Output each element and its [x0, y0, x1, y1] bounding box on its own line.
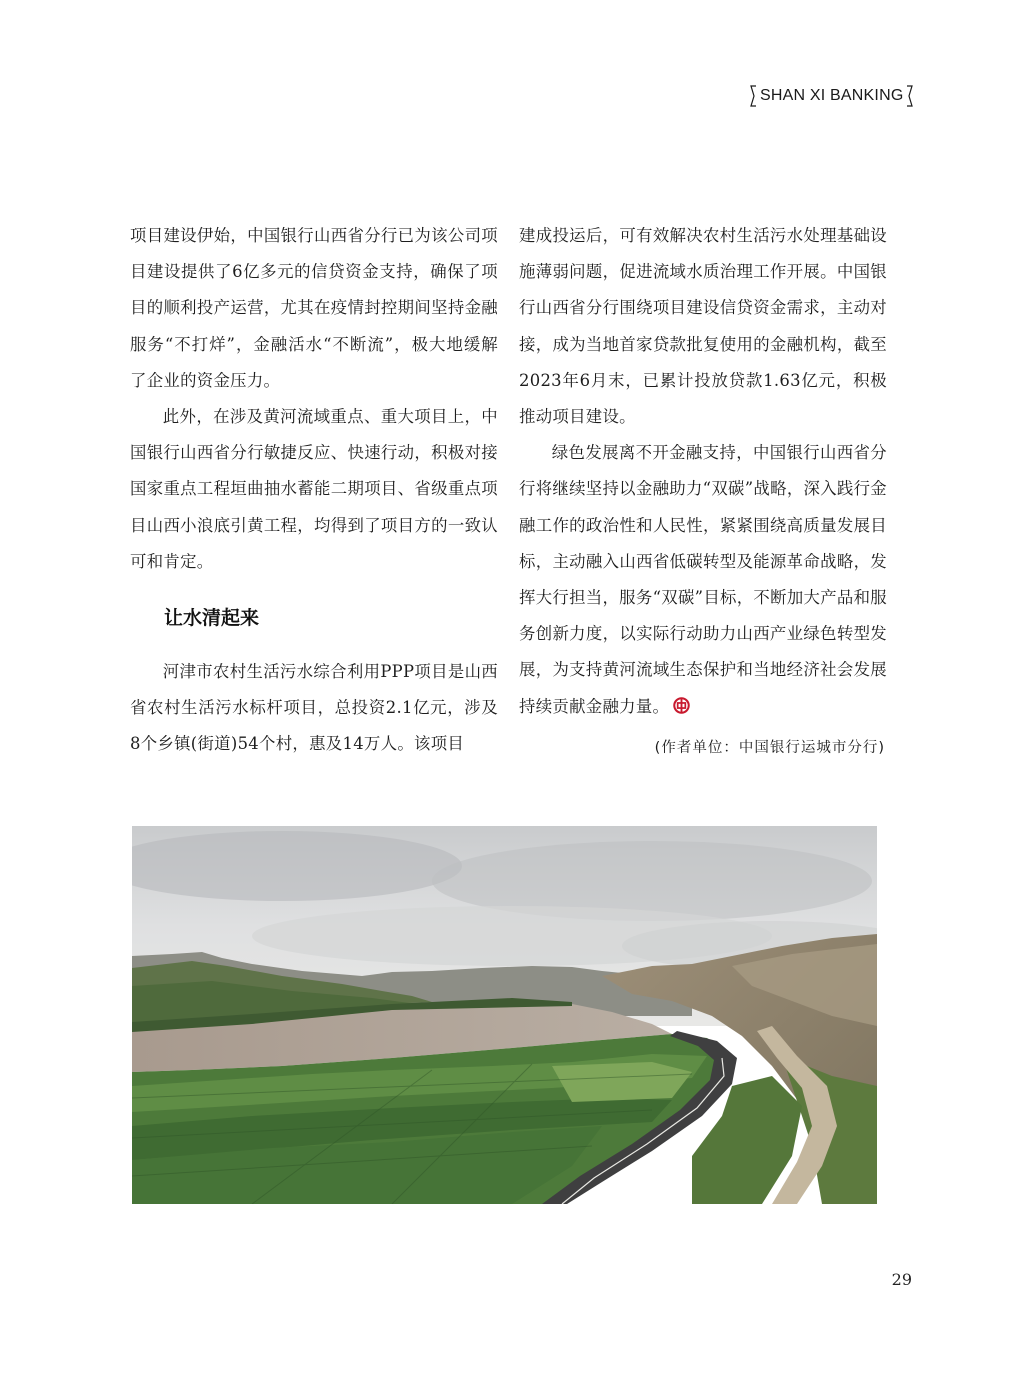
section-label: SHAN XI BANKING [760, 87, 904, 104]
section-heading: 让水清起来 [164, 607, 260, 630]
right-paragraph-1: 建成投运后，可有效解决农村生活污水处理基础设施薄弱问题，促进流域水质治理工作开展。中国银行山西省分行围绕项目建设信贷资金需求，主动对接，成为当地首家贷款批复使用的金融机构，截至2023年6月末，已累计投放贷款1.63亿元，积极推动项目建设。 [519, 226, 887, 427]
landscape-illustration [132, 826, 877, 1204]
bank-of-china-end-mark-icon [673, 697, 690, 714]
right-paragraph-2 [519, 435, 887, 725]
author-affiliation: (作者单位：中国银行运城市分行) [654, 740, 885, 756]
right-bracket-icon [905, 84, 915, 108]
right-paragraph-2-text: 绿色发展离不开金融支持，中国银行山西省分行将继续坚持以金融助力“双碳”战略，深入践行金融工作的政治性和人民性，紧紧围绕高质量发展目标，主动融入山西省低碳转型及能源革命战略，发挥大行担当，服务“双碳”目标，不断加大产品和服务创新力度，以实际行动助力山西产业绿色转型发展，为支持黄河流域生态保护和当地经济社会发展持续贡献金融力量。 [519, 443, 887, 716]
left-bracket-icon [748, 84, 758, 108]
left-paragraph-1: 项目建设伊始，中国银行山西省分行已为该公司项目建设提供了6亿多元的信贷资金支持，确保了项目的顺利投产运营，尤其在疫情封控期间坚持金融服务“不打烊”，金融活水“不断流”，极大地缓解了企业的资金压力。 [130, 226, 498, 390]
right-column [519, 218, 887, 725]
left-paragraph-2: 此外，在涉及黄河流域重点、重大项目上，中国银行山西省分行敏捷反应、快速行动，积极对接国家重点工程垣曲抽水蓄能二期项目、省级重点项目山西小浪底引黄工程，均得到了项目方的一致认可和肯定。 [130, 407, 498, 571]
left-column [130, 218, 498, 763]
section-header-tag [748, 84, 915, 108]
left-paragraph-3: 河津市农村生活污水综合利用PPP项目是山西省农村生活污水标杆项目，总投资2.1亿元，涉及8个乡镇(街道)54个村，惠及14万人。该项目 [130, 662, 498, 754]
yellow-river-landscape-photo [132, 826, 877, 1204]
page-number: 29 [891, 1270, 912, 1289]
